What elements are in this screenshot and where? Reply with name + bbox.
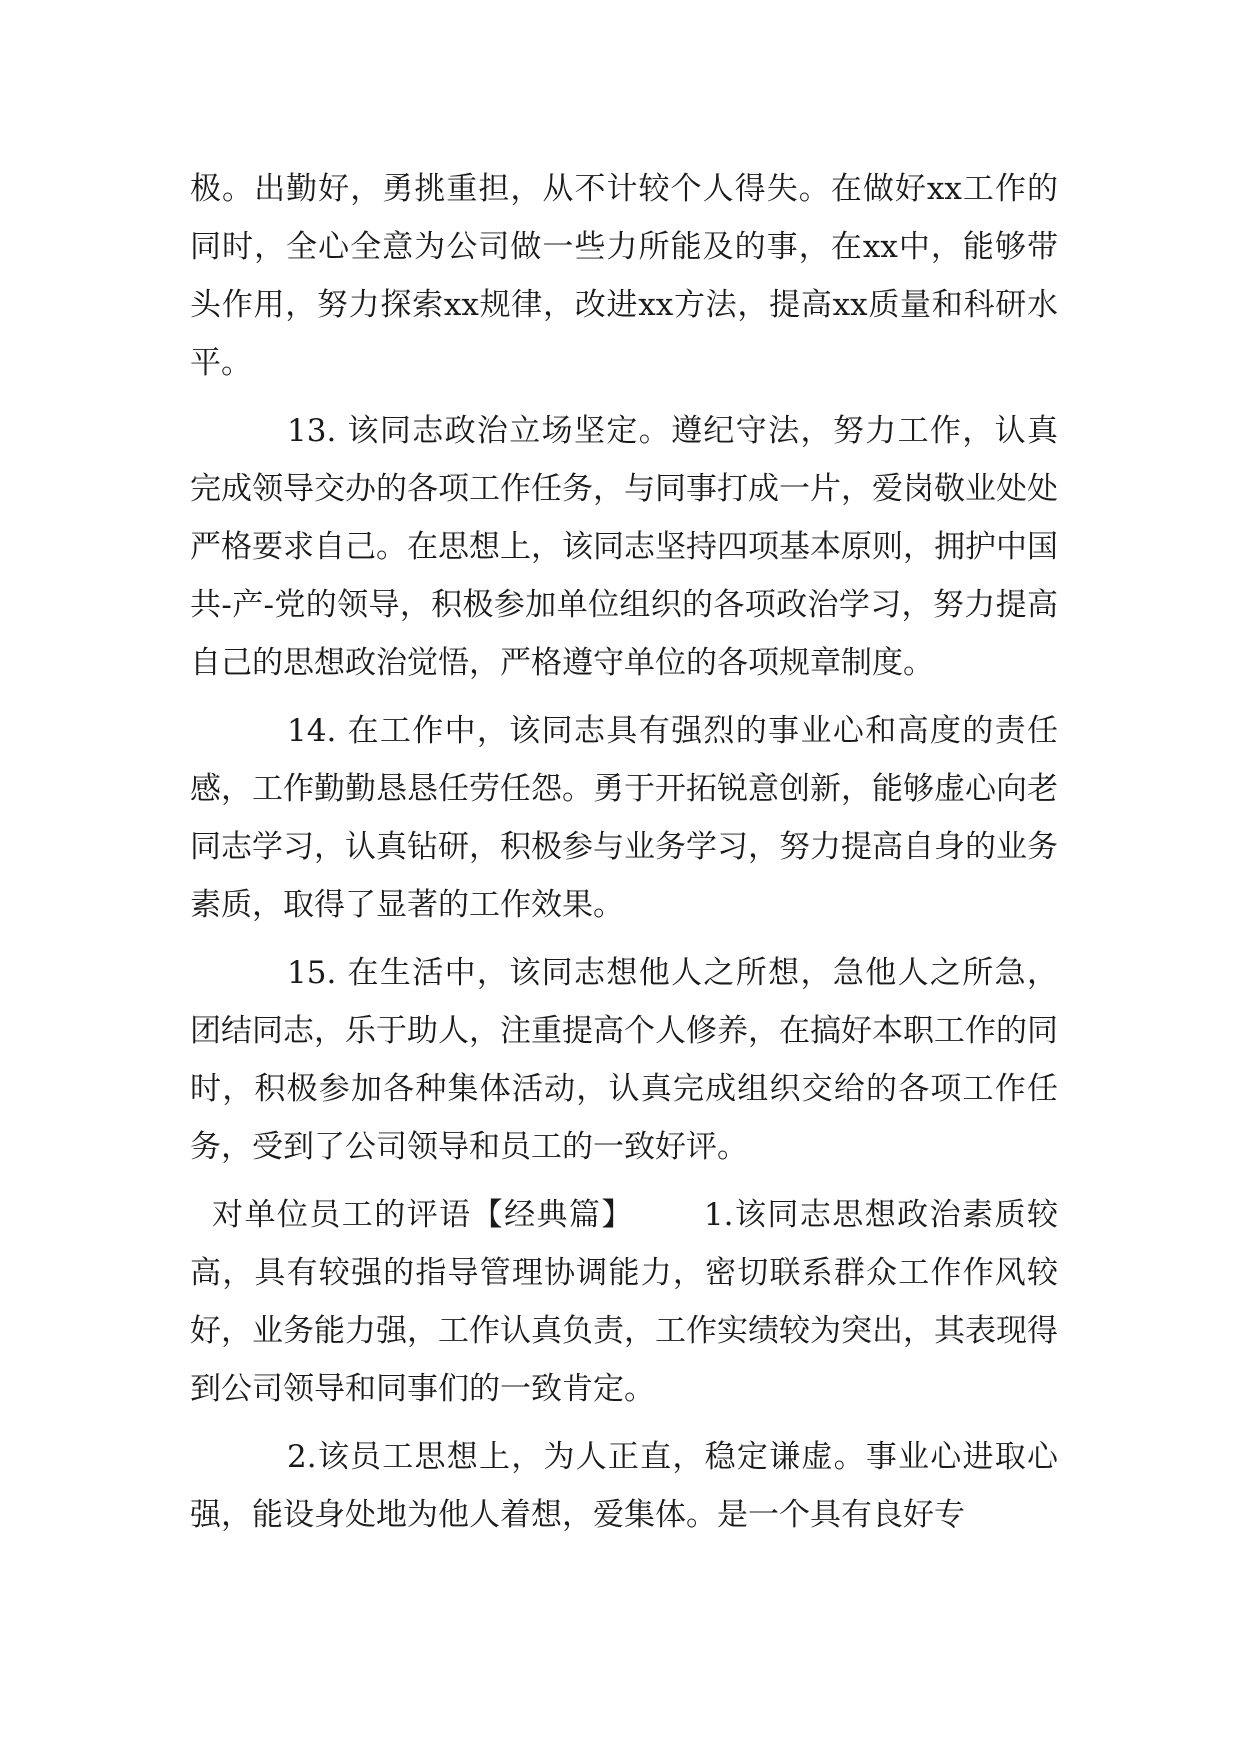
paragraph-item-13: 13. 该同志政治立场坚定。遵纪守法，努力工作，认真完成领导交办的各项工作任务，与同事打成一片，爱岗敬业处处严格要求自己。在思想上，该同志坚持四项基本原则，拥护中国共-产-党的领导，积极参加单位组织的各项政治学习，努力提高自己的思想政治觉悟，严格遵守单位的各项规章制度。 [190, 413, 1058, 681]
section-title: 对单位员工的评语【经典篇】 [212, 1197, 634, 1233]
paragraph-continuation: 极。出勤好，勇挑重担，从不计较个人得失。在做好xx工作的同时，全心全意为公司做一些力所能及的事，在xx中，能够带头作用，努力探索xx规律，改进xx方法，提高xx质量和科研水平。 [190, 171, 1058, 381]
section-paragraph [190, 1186, 1058, 1418]
paragraph-item-1: 1.该同志思想政治素质较高，具有较强的指导管理协调能力，密切联系群众工作作风较好，业务能力强，工作认真负责，工作实绩较为突出，其表现得到公司领导和同事们的一致肯定。 [190, 1197, 1058, 1407]
paragraph-item-2: 2.该员工思想上，为人正直，稳定谦虚。事业心进取心强，能设身处地为他人着想，爱集体。是一个具有良好专 [190, 1439, 1058, 1533]
document-body [190, 160, 1058, 1554]
paragraph-item-15: 15. 在生活中，该同志想他人之所想，急他人之所急，团结同志，乐于助人，注重提高个人修养，在搞好本职工作的同时，积极参加各种集体活动，认真完成组织交给的各项工作任务，受到了公司领导和员工的一致好评。 [190, 955, 1058, 1165]
paragraph-item-14: 14. 在工作中，该同志具有强烈的事业心和高度的责任感，工作勤勤恳恳任劳任怨。勇于开拓锐意创新，能够虚心向老同志学习，认真钻研，积极参与业务学习，努力提高自身的业务素质，取得了显著的工作效果。 [190, 713, 1058, 923]
